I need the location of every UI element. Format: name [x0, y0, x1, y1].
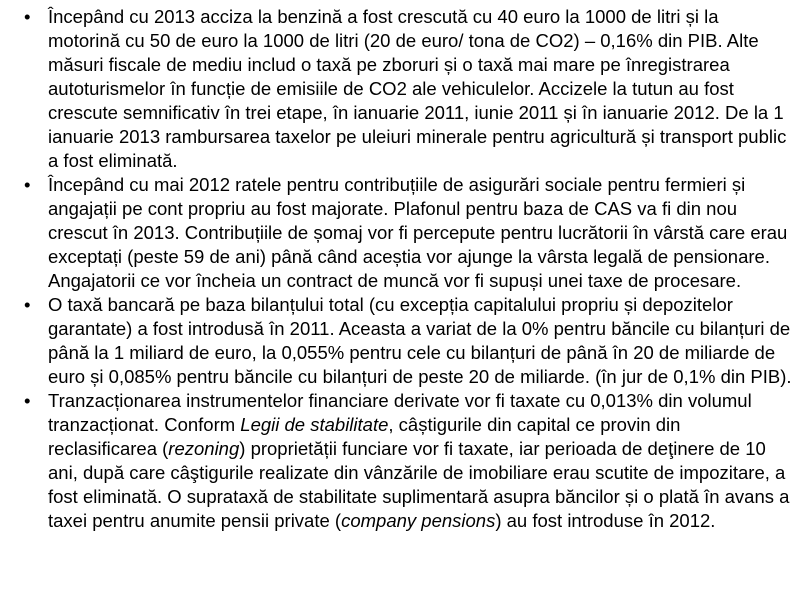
italic-term: company pensions: [341, 510, 496, 531]
text-run: O taxă bancară pe baza bilanțului total (cu excepția capitalului propriu și depozitelor garantate) a fost introdusă în 2011. Aceasta a variat de la 0% pentru băncile cu bilanțuri de până la 1 miliard de euro, la 0,055% pentru cele cu bilanțuri de până în 20 de miliarde de euro și 0,085% pentru băncile cu bilanțuri de peste 20 de miliarde. (în jur de 0,1% din PIB).: [48, 294, 792, 387]
italic-term: Legii de stabilitate: [240, 414, 389, 435]
text-run: ) au fost introduse în 2012.: [495, 510, 716, 531]
bullet-marker-icon: •: [24, 390, 31, 411]
bullet-text: [48, 5, 794, 173]
bullet-marker-icon: •: [24, 6, 31, 27]
text-run: Tranzacționarea instrumentelor financiare derivate vor fi taxate cu 0,013% din volumul tranzacționat. Conform: [48, 390, 752, 435]
bullet-text: [48, 173, 794, 293]
bullet-marker-icon: •: [24, 174, 31, 195]
bullet-item: [24, 293, 794, 389]
text-run: Începând cu 2013 acciza la benzină a fost crescută cu 40 euro la 1000 de litri și la motorină cu 50 de euro la 1000 de litri (20 de euro/ tona de CO2) – 0,16% din PIB. Alte măsuri fiscale de mediu includ o taxă pe zboruri și o taxă mai mare pe înregistrarea autoturismelor în funcție de emisiile de CO2 ale vehiculelor. Accizele la tutun au fost crescute semnificativ în trei etape, în ianuarie 2011, iunie 2011 și în ianuarie 2012. De la 1 ianuarie 2013 rambursarea taxelor pe uleiuri minerale pentru agricultură și transport public a fost eliminată.: [48, 6, 787, 171]
bullet-marker-icon: •: [24, 294, 31, 315]
bullet-text: [48, 293, 794, 389]
italic-term: rezoning: [168, 438, 240, 459]
bullet-text: [48, 389, 794, 533]
bullet-list: [24, 5, 794, 533]
bullet-item: [24, 173, 794, 293]
text-run: , câștigurile din capital ce provin din reclasificarea (: [48, 414, 681, 459]
text-run: Începând cu mai 2012 ratele pentru contribuțiile de asigurări sociale pentru fermieri și angajații pe cont propriu au fost majorate. Plafonul pentru baza de CAS va fi din nou crescut în 2013. Contribuțiile de șomaj vor fi percepute pentru lucrătorii în vârstă care erau exceptați (peste 59 de ani) până când aceștia vor ajunge la vârsta legală de pensionare. Angajatorii ce vor încheia un contract de muncă vor fi supuși unei taxe de procesare.: [48, 174, 788, 291]
bullet-item: [24, 389, 794, 533]
text-run: ) proprietății funciare vor fi taxate, iar perioada de deţinere de 10 ani, după care câştigurile realizate din vânzările de imobiliare erau scutite de impozitare, a fost eliminată. O suprataxă de stabilitate suplimentară asupra băncilor și o plată în avans a taxei pentru anumite pensii private (: [48, 438, 790, 531]
bullet-item: [24, 5, 794, 173]
